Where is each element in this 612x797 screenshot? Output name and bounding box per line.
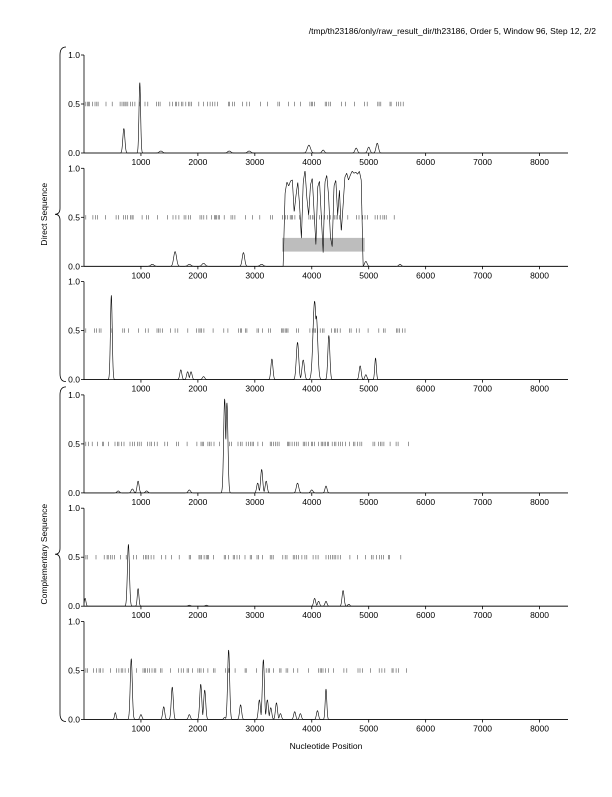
y-tick-label: 0.5 xyxy=(68,99,80,109)
x-tick-label: 7000 xyxy=(473,496,493,507)
y-tick-label: 0.5 xyxy=(68,438,80,449)
chart-header: /tmp/th23186/only/raw_result_dir/th23186, Order 5, Window 96, Step 12, 2/2 xyxy=(308,26,596,36)
x-tick-label: 5000 xyxy=(359,723,379,734)
x-tick-label: 6000 xyxy=(416,723,436,734)
x-axis-title: Nucleotide Position xyxy=(289,741,363,751)
y-tick-label: 1.0 xyxy=(68,503,80,514)
x-tick-label: 1000 xyxy=(131,157,151,167)
x-tick-label: 4000 xyxy=(302,610,322,621)
x-tick-label: 2000 xyxy=(188,157,208,167)
y-tick-label: 1.0 xyxy=(68,276,80,287)
rug-marks xyxy=(86,215,394,219)
x-tick-label: 5000 xyxy=(359,610,379,621)
y-tick-label: 0.0 xyxy=(68,374,80,385)
x-tick-label: 7000 xyxy=(473,723,493,734)
series-line xyxy=(84,650,568,719)
panel-1 xyxy=(68,50,568,167)
x-tick-label: 7000 xyxy=(473,270,493,281)
group-1 xyxy=(39,47,66,382)
panel-4 xyxy=(68,390,568,507)
x-tick-label: 3000 xyxy=(245,496,265,507)
x-tick-label: 1000 xyxy=(131,383,151,394)
y-tick-label: 0.5 xyxy=(68,665,80,676)
series-line xyxy=(84,83,568,153)
group-2 xyxy=(39,387,66,722)
x-tick-label: 5000 xyxy=(359,496,379,507)
rug-marks xyxy=(86,668,407,672)
x-tick-label: 4000 xyxy=(302,496,322,507)
x-tick-label: 3000 xyxy=(245,383,265,394)
x-tick-label: 8000 xyxy=(530,610,549,621)
x-tick-label: 6000 xyxy=(416,270,436,281)
series-line xyxy=(84,295,568,379)
x-tick-label: 6000 xyxy=(416,496,436,507)
rug-marks xyxy=(86,442,409,446)
x-tick-label: 2000 xyxy=(188,496,208,507)
x-tick-label: 1000 xyxy=(131,723,151,734)
y-tick-label: 0.5 xyxy=(68,552,80,563)
group-label: Complementary Sequence xyxy=(39,503,49,605)
x-tick-label: 2000 xyxy=(188,270,208,281)
x-tick-label: 8000 xyxy=(530,157,549,167)
x-tick-label: 1000 xyxy=(131,270,151,281)
x-tick-label: 4000 xyxy=(302,383,322,394)
x-tick-label: 6000 xyxy=(416,383,436,394)
x-tick-label: 3000 xyxy=(245,157,265,167)
x-tick-label: 3000 xyxy=(245,610,265,621)
x-tick-label: 8000 xyxy=(530,723,549,734)
x-tick-label: 2000 xyxy=(188,383,208,394)
series-line xyxy=(84,171,568,266)
group-brace xyxy=(55,47,66,382)
x-tick-label: 7000 xyxy=(473,383,493,394)
y-tick-label: 0.0 xyxy=(68,148,80,158)
x-tick-label: 3000 xyxy=(245,723,265,734)
y-tick-label: 1.0 xyxy=(68,389,80,400)
rug-marks xyxy=(86,555,401,559)
x-tick-label: 6000 xyxy=(416,157,436,167)
panels-layer xyxy=(68,50,568,734)
x-tick-label: 1000 xyxy=(131,610,151,621)
y-tick-label: 0.5 xyxy=(68,325,80,336)
x-tick-label: 4000 xyxy=(302,723,322,734)
y-tick-label: 1.0 xyxy=(68,50,80,60)
rug-marks xyxy=(86,102,403,106)
y-tick-label: 1.0 xyxy=(68,163,80,174)
group-brace xyxy=(55,387,66,722)
x-tick-label: 5000 xyxy=(359,270,379,281)
y-tick-label: 0.0 xyxy=(68,714,80,725)
series-line xyxy=(84,399,568,493)
series-line xyxy=(84,544,568,606)
panel-5 xyxy=(68,503,568,620)
y-tick-label: 0.0 xyxy=(68,487,80,498)
x-tick-label: 7000 xyxy=(473,610,493,621)
group-label: Direct Sequence xyxy=(39,182,49,246)
x-tick-label: 7000 xyxy=(473,157,493,167)
x-tick-label: 2000 xyxy=(188,610,208,621)
x-tick-label: 4000 xyxy=(302,270,322,281)
panel-3 xyxy=(68,277,568,394)
x-tick-label: 8000 xyxy=(530,383,549,394)
x-tick-label: 5000 xyxy=(359,383,379,394)
panel-6 xyxy=(68,617,568,734)
rug-marks xyxy=(86,328,405,332)
y-tick-label: 0.0 xyxy=(68,261,80,272)
x-tick-label: 4000 xyxy=(302,157,322,167)
y-tick-label: 0.0 xyxy=(68,601,80,612)
panel-2 xyxy=(68,163,568,280)
x-tick-label: 6000 xyxy=(416,610,436,621)
x-tick-label: 1000 xyxy=(131,496,151,507)
groups-layer xyxy=(39,47,66,722)
y-tick-label: 0.5 xyxy=(68,212,80,223)
y-tick-label: 1.0 xyxy=(68,616,80,627)
x-tick-label: 8000 xyxy=(530,270,549,281)
x-tick-label: 5000 xyxy=(359,157,379,167)
x-tick-label: 8000 xyxy=(530,496,549,507)
x-tick-label: 3000 xyxy=(245,270,265,281)
x-tick-label: 2000 xyxy=(188,723,208,734)
